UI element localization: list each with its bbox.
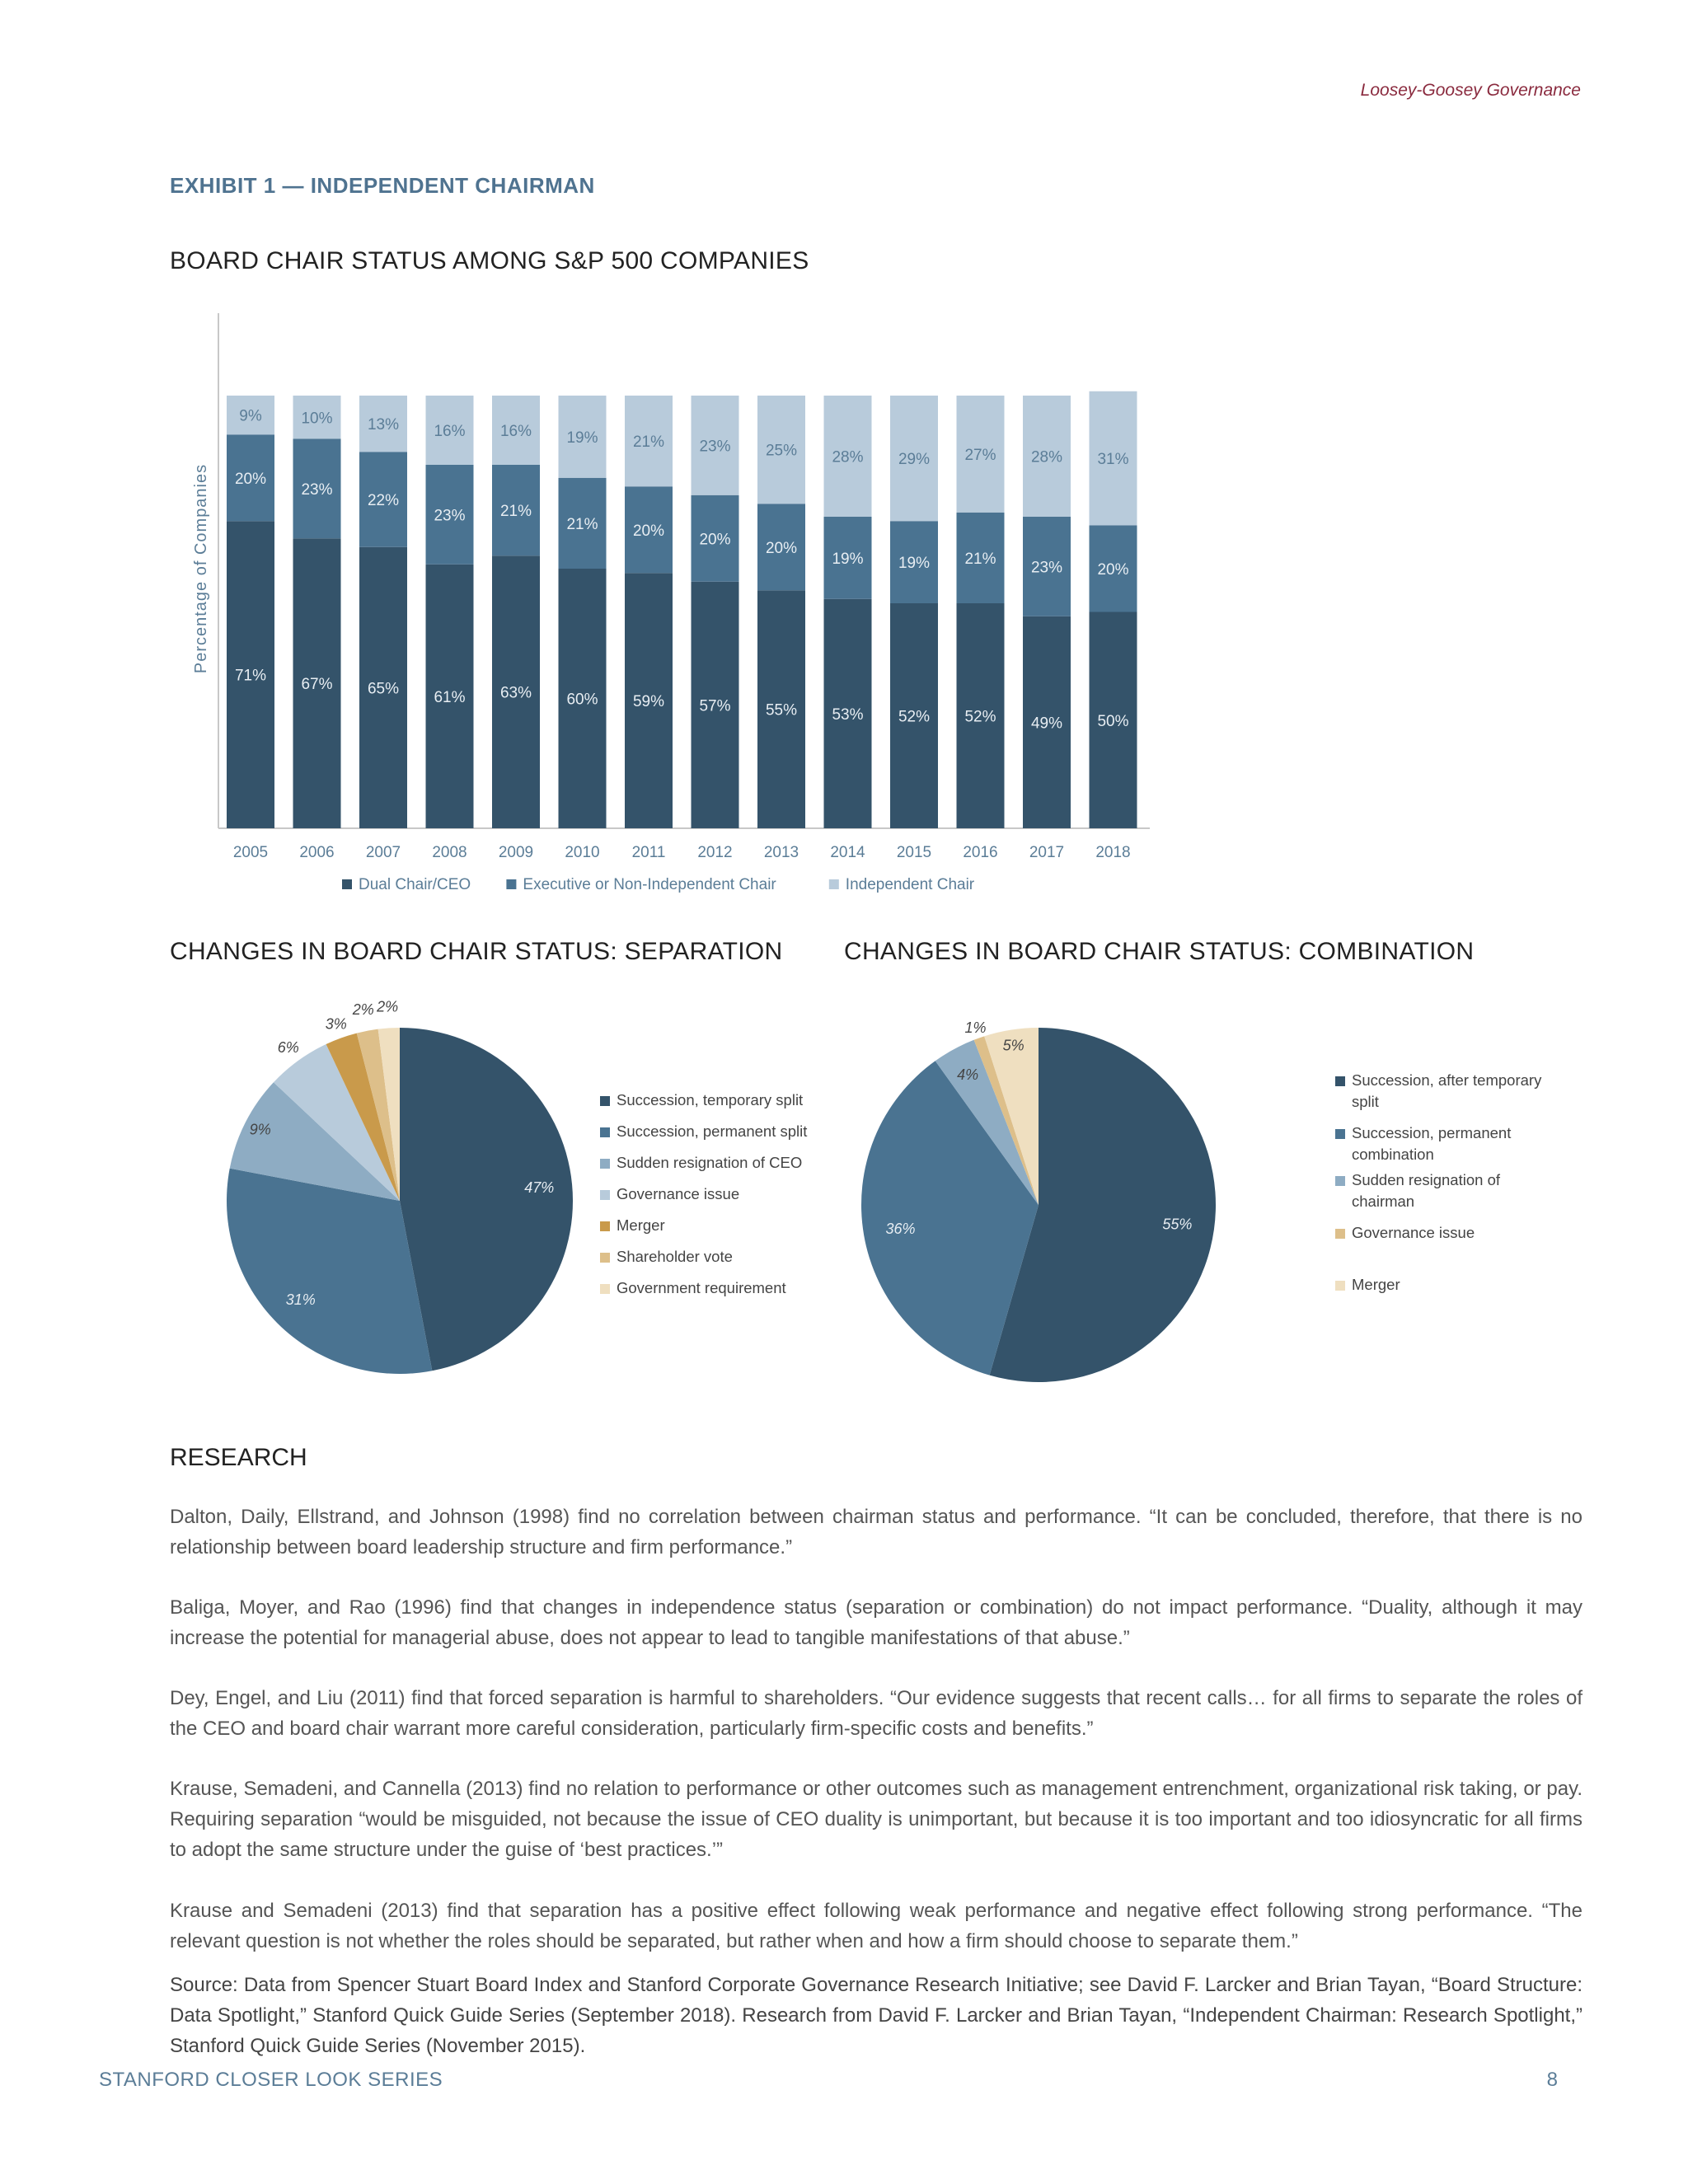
pie-data-label: 6%	[277, 1038, 299, 1056]
bar-data-label: 52%	[898, 708, 931, 726]
legend-swatch	[600, 1221, 610, 1231]
footer-series-name: STANFORD CLOSER LOOK SERIES	[99, 2069, 443, 2091]
legend-item	[600, 1279, 786, 1296]
bar-data-label: 49%	[1030, 715, 1063, 733]
bar-data-label: 20%	[1097, 561, 1129, 579]
legend-item	[1335, 1171, 1501, 1210]
pie-data-label: 5%	[1002, 1037, 1025, 1054]
legend-swatch	[829, 879, 839, 889]
legend-item	[1335, 1124, 1511, 1163]
legend-swatch	[342, 879, 352, 889]
legend-swatch	[1335, 1229, 1345, 1239]
legend-swatch	[600, 1159, 610, 1169]
bar-data-label: 25%	[765, 442, 798, 460]
legend-label: Succession, after temporary	[1352, 1071, 1542, 1089]
bar-data-label: 19%	[832, 550, 864, 568]
research-paragraph-2: Baliga, Moyer, and Rao (1996) find that changes in independence status (separation or combination) do not impact performance. “Duality, although it may increase the potential for managerial abuse, does not appear to lead to tangible manifestations of that abuse.”	[170, 1596, 1582, 1649]
x-tick-label: 2018	[1095, 844, 1131, 861]
bar-data-label: 31%	[1097, 451, 1129, 469]
legend-label: Succession, temporary split	[617, 1091, 804, 1108]
legend-swatch	[600, 1253, 610, 1263]
legend-swatch	[600, 1096, 610, 1106]
legend-swatch	[506, 879, 516, 889]
legend-label: Sudden resignation of CEO	[617, 1154, 803, 1171]
legend-item	[600, 1185, 739, 1202]
bar-data-label: 52%	[964, 708, 996, 726]
bar-data-label: 63%	[499, 684, 532, 702]
bar-data-label: 23%	[434, 507, 466, 525]
stacked-bar-chart	[181, 305, 1170, 915]
source-note: Source: Data from Spencer Stuart Board Index and Stanford Corporate Governance Research Initiative; see David F. Larcker and Brian Tayan, “Board Structure: Data Spotlight,” Stanford Quick Guide Series (September 2018). Research from David F. Larcker and Brian Tayan, “Independent Chairman: Research Spotlight,” Stanford Quick Guide Series (November 2015).	[170, 1974, 1582, 2057]
legend-item	[600, 1154, 802, 1171]
bar-data-label: 22%	[367, 492, 400, 509]
x-tick-label: 2010	[565, 844, 600, 861]
x-tick-label: 2016	[963, 844, 998, 861]
legend-label: Sudden resignation of	[1352, 1171, 1500, 1188]
bar-data-label: 53%	[832, 705, 864, 724]
bar-data-label: 21%	[964, 550, 996, 568]
research-paragraph-3: Dey, Engel, and Liu (2011) find that forced separation is harmful to shareholders. “Our evidence suggests that recent calls… for all firms to separate the roles of the CEO and board chair warrant more careful consideration, particularly firm-specific costs and benefits.”	[170, 1687, 1582, 1740]
pie-data-label: 47%	[524, 1179, 555, 1197]
legend-item	[342, 876, 471, 893]
bar-data-label: 21%	[632, 434, 665, 452]
legend-label: split	[1352, 1093, 1379, 1110]
legend-label: Government requirement	[617, 1279, 786, 1296]
bar-data-label: 16%	[434, 423, 466, 440]
bar-data-label: 23%	[699, 438, 731, 456]
x-tick-label: 2014	[830, 844, 865, 861]
legend-label: Succession, permanent	[1352, 1124, 1512, 1141]
bar-data-label: 19%	[566, 429, 598, 447]
legend-item	[600, 1122, 807, 1140]
pie-data-label: 2%	[352, 1001, 374, 1019]
bar-data-label: 20%	[632, 522, 665, 540]
legend-label: Governance issue	[617, 1185, 740, 1202]
combination-pie-chart	[841, 997, 1599, 1401]
bar-data-label: 71%	[234, 667, 267, 685]
legend-label: Merger	[617, 1216, 665, 1234]
separation-pie-chart	[165, 997, 824, 1401]
pie-data-label: 9%	[249, 1121, 271, 1138]
bar-data-label: 21%	[499, 503, 532, 521]
legend-item	[1335, 1224, 1475, 1241]
legend-item	[600, 1248, 733, 1265]
legend-label: Executive or Non-Independent Chair	[523, 876, 776, 893]
pie-data-label: 36%	[885, 1220, 916, 1237]
x-tick-label: 2005	[232, 844, 269, 861]
y-axis-label: Percentage of Companies	[192, 463, 210, 674]
bar-data-label: 13%	[367, 416, 400, 434]
legend-swatch	[600, 1284, 610, 1294]
x-tick-label: 2013	[763, 844, 799, 861]
research-paragraph-1: Dalton, Daily, Ellstrand, and Johnson (1998) find no correlation between chairman status and performance. “It can be concluded, therefore, that there is no relationship between board leadership structure and firm performance.”	[170, 1506, 1582, 1558]
bar-chart-title: BOARD CHAIR STATUS AMONG S&P 500 COMPANIES	[170, 247, 809, 274]
bar-data-label: 16%	[499, 423, 532, 440]
x-tick-label: 2007	[365, 844, 401, 861]
x-tick-label: 2012	[697, 844, 733, 861]
bar-data-label: 20%	[234, 470, 267, 488]
pie-data-label: 3%	[325, 1015, 347, 1033]
bar-data-label: 57%	[699, 697, 731, 715]
legend-label: combination	[1352, 1146, 1434, 1163]
bar-data-label: 28%	[1030, 448, 1063, 466]
legend-label: Succession, permanent split	[617, 1122, 808, 1140]
legend-item	[600, 1216, 665, 1234]
legend-swatch	[1335, 1076, 1345, 1086]
x-tick-label: 2009	[498, 844, 534, 861]
legend-swatch	[1335, 1129, 1345, 1139]
legend-label: Shareholder vote	[617, 1248, 733, 1265]
bar-data-label: 20%	[765, 539, 798, 557]
legend-item	[506, 876, 776, 893]
separation-pie-title: CHANGES IN BOARD CHAIR STATUS: SEPARATION	[170, 938, 783, 965]
x-tick-label: 2011	[631, 844, 666, 861]
research-paragraph-5: Krause and Semadeni (2013) find that separation has a positive effect following weak performance and negative effect following strong performance. “The relevant question is not whether the roles should be separated, but rather when and how a firm should choose to separate them.”	[170, 1900, 1582, 1952]
bar-data-label: 61%	[434, 688, 466, 706]
legend-swatch	[600, 1190, 610, 1200]
bar-data-label: 23%	[1030, 559, 1063, 577]
running-title: Loosey-Goosey Governance	[1360, 81, 1581, 100]
combination-pie-title: CHANGES IN BOARD CHAIR STATUS: COMBINATION	[844, 938, 1475, 965]
pie-data-label: 2%	[377, 998, 399, 1015]
bar-data-label: 59%	[632, 693, 665, 711]
bar-data-label: 67%	[301, 676, 333, 694]
legend-label: Merger	[1352, 1276, 1400, 1293]
legend-label: chairman	[1352, 1193, 1415, 1210]
legend-label: Governance issue	[1352, 1224, 1475, 1241]
legend-label: Dual Chair/CEO	[359, 876, 471, 893]
legend-item	[829, 876, 975, 893]
x-tick-label: 2015	[896, 844, 932, 861]
x-tick-label: 2017	[1029, 844, 1065, 861]
exhibit-title: EXHIBIT 1 — INDEPENDENT CHAIRMAN	[170, 173, 595, 198]
bar-data-label: 20%	[699, 531, 731, 549]
research-paragraph-4: Krause, Semadeni, and Cannella (2013) find no relation to performance or other outcomes such as management entrenchment, organizational risk taking, or pay. Requiring separation “would be misguided, not because the issue of CEO duality is unimportant, but because it is too important and too idiosyncratic for all firms to adopt the same structure under the guise of ‘best practices.’”	[170, 1778, 1582, 1861]
bar-data-label: 21%	[566, 515, 598, 533]
x-tick-label: 2008	[432, 844, 467, 861]
bar-data-label: 60%	[566, 691, 598, 709]
bar-data-label: 65%	[367, 680, 400, 698]
bar-data-label: 28%	[832, 448, 864, 466]
pie-data-label: 1%	[964, 1019, 987, 1037]
bar-data-label: 55%	[765, 701, 798, 719]
bar-data-label: 29%	[898, 451, 931, 469]
research-heading: RESEARCH	[170, 1444, 307, 1471]
legend-swatch	[1335, 1176, 1345, 1186]
pie-data-label: 4%	[957, 1066, 979, 1083]
legend-swatch	[1335, 1281, 1345, 1291]
page-number: 8	[1546, 2069, 1558, 2091]
bar-data-label: 9%	[239, 407, 262, 425]
bar-data-label: 23%	[301, 480, 333, 499]
x-tick-label: 2006	[299, 844, 335, 861]
bar-data-label: 50%	[1097, 712, 1129, 730]
legend-item	[1335, 1071, 1542, 1110]
bar-data-label: 27%	[964, 446, 996, 464]
legend-label: Independent Chair	[845, 876, 975, 893]
pie-slice	[400, 1028, 573, 1371]
legend-swatch	[600, 1127, 610, 1137]
bar-data-label: 19%	[898, 555, 931, 573]
legend-item	[1335, 1276, 1400, 1293]
pie-data-label: 55%	[1162, 1216, 1193, 1233]
bar-data-label: 10%	[301, 410, 333, 428]
pie-data-label: 31%	[285, 1291, 316, 1309]
legend-item	[600, 1091, 803, 1108]
